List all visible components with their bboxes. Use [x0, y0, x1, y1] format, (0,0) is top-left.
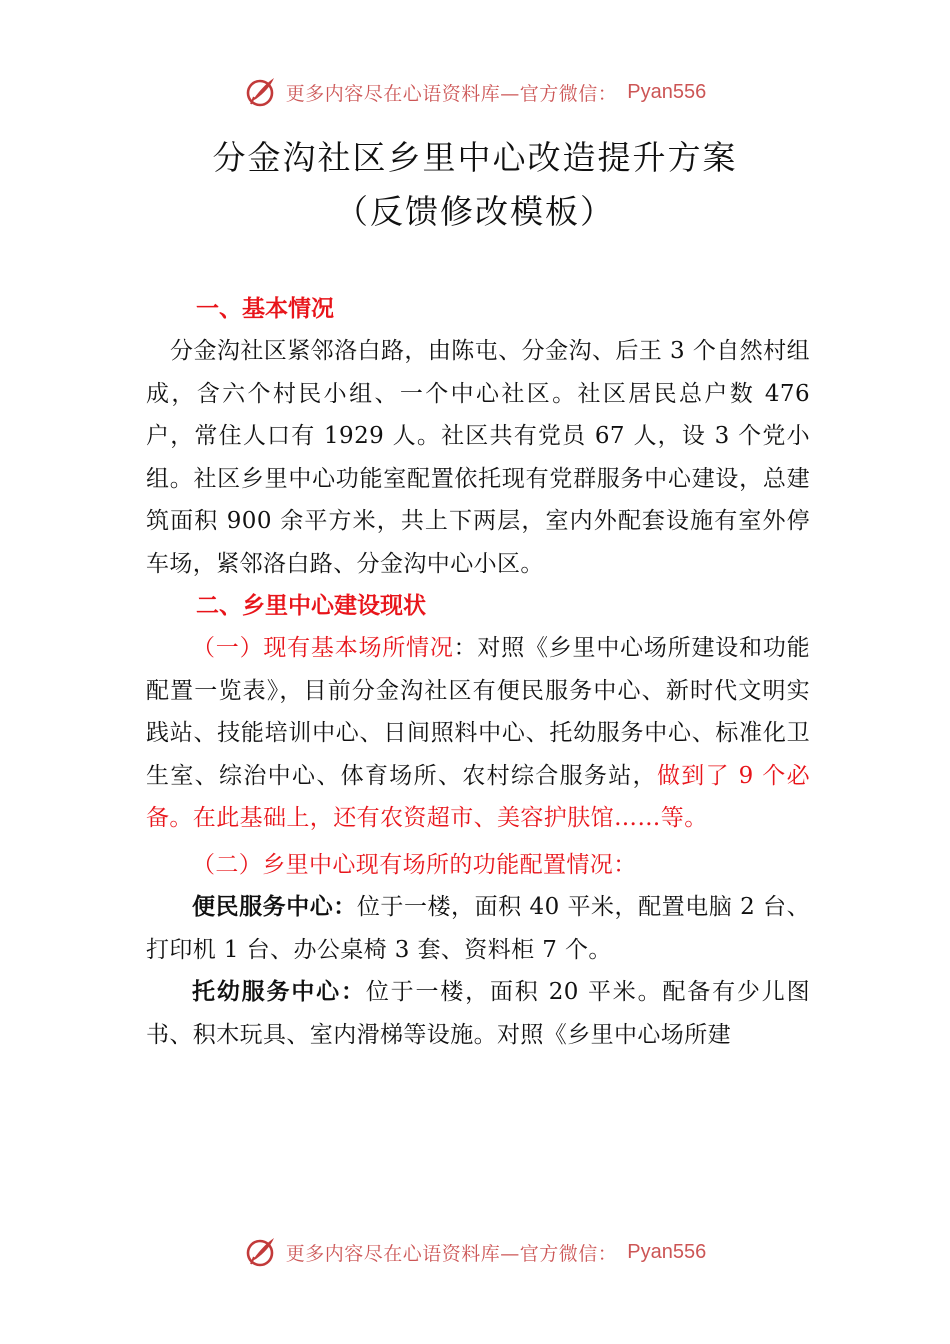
childcare-center-paragraph	[146, 971, 810, 1056]
childcare-center-label: 托幼服务中心：	[192, 979, 366, 1005]
bottom-watermark-banner	[0, 1234, 950, 1270]
existing-venues-highlight: 做到了 9 个必备。在此基础上，还有农资超市、美容护肤馆……等。	[146, 762, 810, 831]
banner-text: 更多内容尽在心语资料库—官方微信：	[285, 1242, 618, 1265]
subsection-label-function-config: （二）乡里中心现有场所的功能配置情况：	[192, 851, 637, 878]
service-center-paragraph	[146, 886, 810, 971]
section-heading-current-status: 二、乡里中心建设现状	[196, 593, 426, 619]
existing-venues-text: ：对照《乡里中心场所建设和功能配置一览表》，目前分金沟社区有便民服务中心、新时代文明实践站、技能培训中心、日间照料中心、托幼服务中心、标准化卫生室、综治中心、体育场所、农村综合服务站，	[146, 635, 810, 789]
existing-venues-paragraph	[146, 627, 810, 840]
section-heading-basic-info: 一、基本情况	[196, 296, 334, 322]
subsection-label-existing-venues: （一）现有基本场所情况	[192, 635, 454, 661]
banner-wechat-id: Pyan556	[627, 1240, 707, 1263]
service-center-label: 便民服务中心：	[192, 894, 357, 920]
red-quill-logo-icon	[244, 1235, 278, 1269]
top-watermark-banner	[0, 74, 950, 110]
red-quill-logo-icon	[244, 75, 278, 109]
basic-info-paragraph: 分金沟社区紧邻洛白路，由陈屯、分金沟、后王 3 个自然村组成，含六个村民小组、一个中心社区。社区居民总户数 476 户，常住人口有 1929 人。社区共有党员 67 人，设 3 个党小组。社区乡里中心功能室配置依托现有党群服务中心建设，总建筑面积 900 余平方米，共上下两层，室内外配套设施有室外停车场，紧邻洛白路、分金沟中心小区。	[146, 338, 810, 577]
banner-text: 更多内容尽在心语资料库—官方微信：	[285, 82, 618, 105]
childcare-center-text: 位于一楼，面积 20 平米。配备有少儿图书、积木玩具、室内滑梯等设施。对照《乡里中心场所建	[146, 979, 810, 1048]
document-subtitle: （反馈修改模板）	[335, 192, 615, 231]
service-center-text: 位于一楼，面积 40 平米，配置电脑 2 台、打印机 1 台、办公桌椅 3 套、资料柜 7 个。	[146, 894, 810, 963]
document-title: 分金沟社区乡里中心改造提升方案	[212, 138, 738, 177]
banner-wechat-id: Pyan556	[627, 80, 707, 103]
document-body	[146, 288, 810, 1056]
